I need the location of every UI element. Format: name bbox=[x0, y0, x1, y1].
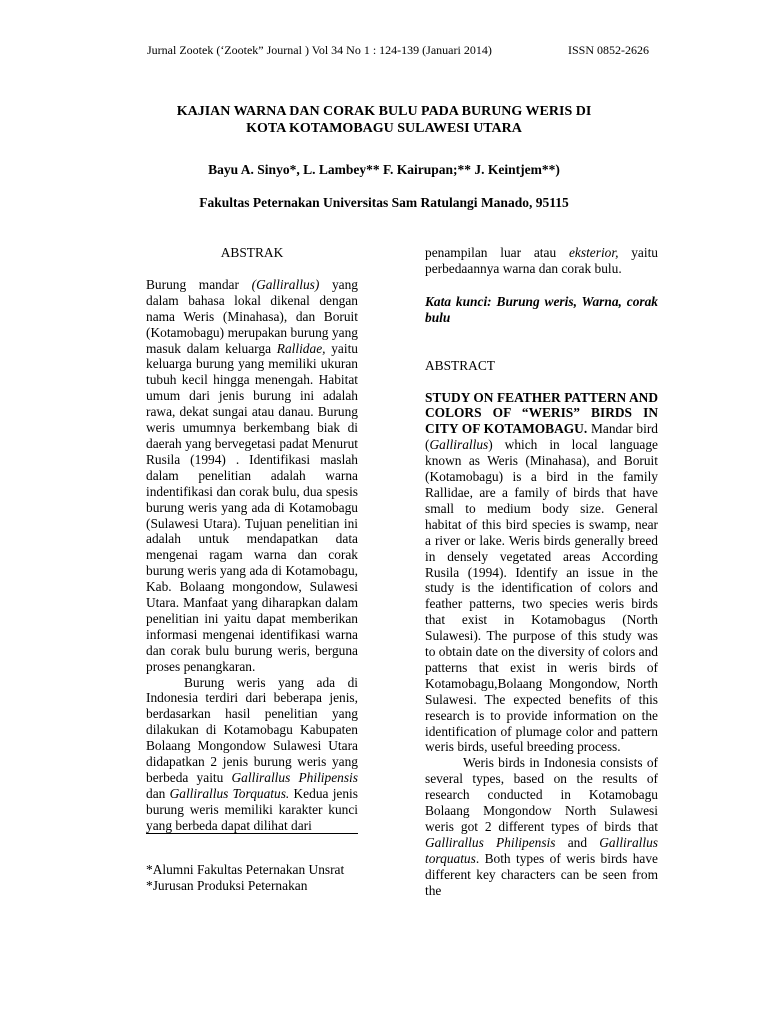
issn-header: ISSN 0852-2626 bbox=[568, 43, 650, 57]
abstrak-continuation: penampilan luar atau eksterior, yaitu perbedaannya warna dan corak bulu. bbox=[425, 245, 659, 276]
authors: Bayu A. Sinyo*, L. Lambey** F. Kairupan;** J. Keintjem**) bbox=[208, 162, 560, 177]
title-line-1: KAJIAN WARNA DAN CORAK BULU PADA BURUNG WERIS DI bbox=[176, 104, 592, 119]
footnote-2: *Jurusan Produksi Peternakan bbox=[146, 878, 308, 893]
footnote-divider bbox=[146, 833, 358, 834]
right-column bbox=[425, 245, 658, 899]
footnote-1: *Alumni Fakultas Peternakan Unsrat bbox=[146, 862, 345, 877]
left-column bbox=[146, 245, 358, 834]
paper-title bbox=[0, 103, 768, 137]
keywords: Kata kunci: Burung weris, Warna, corak bulu bbox=[425, 293, 658, 325]
abstrak-heading: ABSTRAK bbox=[220, 245, 284, 260]
abstrak-paragraph-2: Burung weris yang ada di Indonesia terdiri dari beberapa jenis, berdasarkan hasil penelitian yang dilakukan di Kotamobagu Kabupaten Bolaang Mongondow Sulawesi Utara didapatkan 2 jenis burung weris yang berbeda yaitu Gallirallus Philipensis dan Gallirallus Torquatus. Kedua jenis burung weris memiliki karakter kunci yang berbeda dapat dilihat dari bbox=[146, 674, 358, 833]
abstract-title: STUDY ON FEATHER PATTERN AND COLORS OF “WERIS” BIRDS IN CITY OF KOTAMOBAGU. bbox=[425, 389, 658, 437]
abstract-paragraph-2: Weris birds in Indonesia consists of several types, based on the results of research conducted in Kotamobagu Bolaang Mongondow North Sulawesi weris got 2 different types of birds that Gallirallus Philipensis and Gallirallus torquatus. Both types of weris birds have different key characters can be seen from the bbox=[425, 755, 659, 898]
affiliation: Fakultas Peternakan Universitas Sam Ratulangi Manado, 95115 bbox=[199, 195, 569, 210]
title-line-2: KOTA KOTAMOBAGU SULAWESI UTARA bbox=[246, 121, 522, 136]
footnotes bbox=[146, 862, 344, 894]
journal-header: Jurnal Zootek (‘Zootek” Journal ) Vol 34 No 1 : 124-139 (Januari 2014) bbox=[147, 43, 492, 57]
abstrak-paragraph-1: Burung mandar (Gallirallus) yang dalam bahasa lokal dikenal dengan nama Weris (Minahasa), dan Boruit (Kotamobagu) merupakan burung yang masuk dalam keluarga Rallidae, yaitu keluarga burung yang memiliki ukuran tubuh kecil hingga menengah. Habitat umum dari jenis burung ini adalah rawa, dekat sungai atau danau. Burung weris umumnya berkembang biak di daerah yang bervegetasi padat Menurut Rusila (1994) . Identifikasi maslah dalam penelitian adalah warna indentifikasi dan corak bulu, dua spesis burung weris yang ada di Kotamobagu (Sulawesi Utara). Tujuan penelitian ini adalah untuk mendapatkan data mengenai ragam warna dan corak burung weris yang ada di Kotamobagu, Kab. Bolaang mongondow, Sulawesi Utara. Manfaat yang diharapkan dalam penelitian ini yaitu dapat memberikan informasi mengenai identifikasi warna dan corak bulu burung weris, berguna proses penangkaran. bbox=[146, 276, 359, 674]
abstract-paragraph-1: STUDY ON FEATHER PATTERN AND COLORS OF “WERIS” BIRDS IN CITY OF KOTAMOBAGU. Mandar bird (Gallirallus) which in local language known as Weris (Minahasa), and Boruit (Kotamobagu) is a bird in the family Rallidae, are a family of birds that have small to medium body size. General habitat of this bird species is swamp, near a river or lake. Weris birds generally breed in densely vegetated areas According Rusila (1994). Identify an issue in the study is the identification of colors and feather patterns, two species weris birds that exist in Kotamobagus (North Sulawesi). The purpose of this study was to obtain date on the diversity of colors and patterns that exist in weris birds of Kotamobagu,Bolaang Mongondow, North Sulawesi. The expected benefits of this research is to provide information on the identification of plumage color and pattern weris birds, useful breeding process. bbox=[425, 389, 658, 755]
abstract-heading: ABSTRACT bbox=[425, 357, 495, 373]
